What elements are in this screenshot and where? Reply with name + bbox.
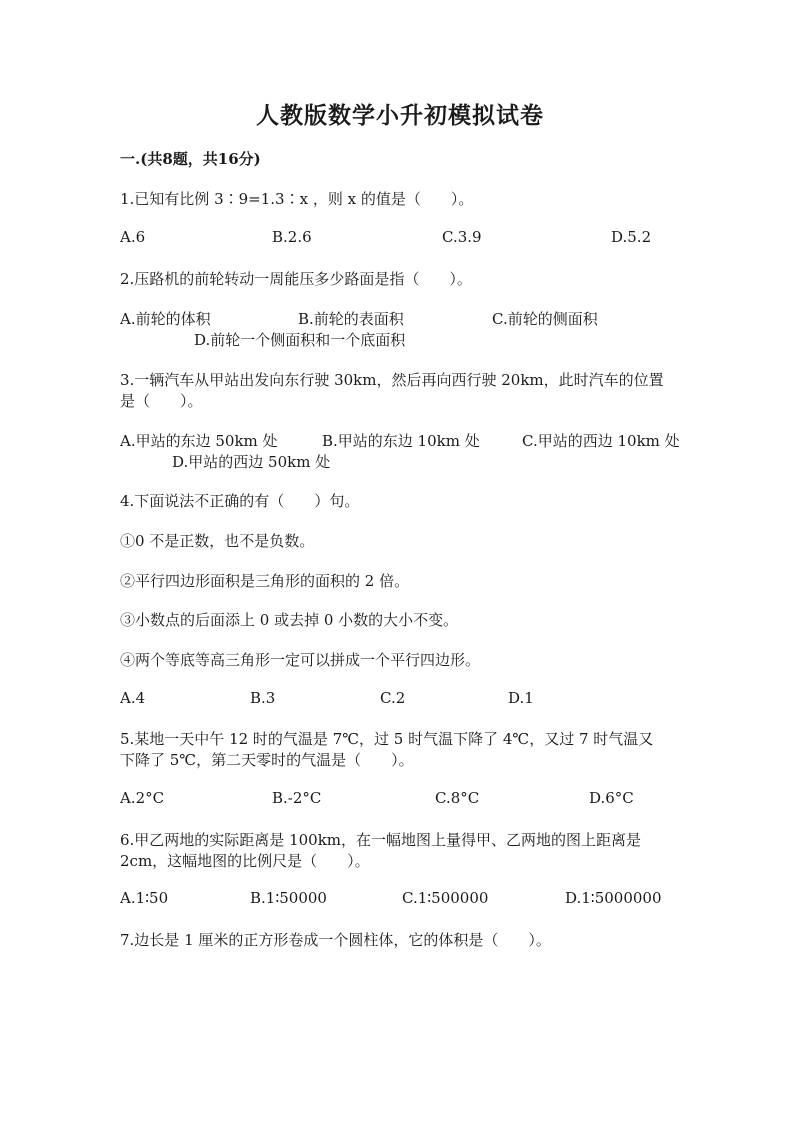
question-4-option-a: A.4 bbox=[120, 689, 146, 707]
question-4-statement-4: ④两个等底等高三角形一定可以拼成一个平行四边形。 bbox=[120, 651, 481, 669]
question-1-option-c: C.3.9 bbox=[442, 228, 482, 246]
question-3-option-c: C.甲站的西边 10km 处 bbox=[522, 432, 680, 450]
question-3-option-b: B.甲站的东边 10km 处 bbox=[322, 432, 480, 450]
question-4-option-b: B.3 bbox=[250, 689, 276, 707]
question-6-text-line1: 6.甲乙两地的实际距离是 100km，在一幅地图上量得甲、乙两地的图上距离是 bbox=[120, 831, 642, 849]
question-6-option-b: B.1∶50000 bbox=[250, 889, 327, 907]
question-4-statement-2: ②平行四边形面积是三角形的面积的 2 倍。 bbox=[120, 572, 410, 590]
question-4-option-d: D.1 bbox=[508, 689, 534, 707]
question-1-option-d: D.5.2 bbox=[611, 228, 652, 246]
question-6-option-a: A.1∶50 bbox=[120, 889, 169, 907]
question-6-option-d: D.1∶5000000 bbox=[565, 889, 662, 907]
question-1-text: 1.已知有比例 3∶9=1.3∶x ，则 x 的值是（ ）。 bbox=[120, 190, 474, 208]
question-5-option-c: C.8°C bbox=[435, 789, 480, 807]
question-6-text-line2: 2cm，这幅地图的比例尺是（ ）。 bbox=[120, 852, 370, 870]
question-5-text-line2: 下降了 5℃，第二天零时的气温是（ ）。 bbox=[120, 751, 414, 769]
question-2-option-a: A.前轮的体积 bbox=[120, 310, 211, 328]
question-2-option-c: C.前轮的侧面积 bbox=[492, 310, 598, 328]
question-5-option-d: D.6°C bbox=[589, 789, 634, 807]
question-2-option-d: D.前轮一个侧面积和一个底面积 bbox=[194, 331, 406, 349]
question-6-option-c: C.1∶500000 bbox=[402, 889, 489, 907]
page-title: 人教版数学小升初模拟试卷 bbox=[256, 102, 544, 129]
section-heading: 一.(共8题，共16分) bbox=[120, 150, 261, 168]
question-5-option-b: B.-2°C bbox=[272, 789, 322, 807]
question-4-statement-3: ③小数点的后面添上 0 或去掉 0 小数的大小不变。 bbox=[120, 611, 459, 629]
question-3-text-line2: 是（ ）。 bbox=[120, 392, 203, 410]
question-3-option-d: D.甲站的西边 50km 处 bbox=[172, 453, 331, 471]
question-3-option-a: A.甲站的东边 50km 处 bbox=[120, 432, 278, 450]
question-2-option-b: B.前轮的表面积 bbox=[298, 310, 404, 328]
question-1-option-b: B.2.6 bbox=[272, 228, 312, 246]
question-7-text: 7.边长是 1 厘米的正方形卷成一个圆柱体，它的体积是（ ）。 bbox=[120, 931, 551, 949]
question-2-text: 2.压路机的前轮转动一周能压多少路面是指（ ）。 bbox=[120, 270, 472, 288]
question-1-option-a: A.6 bbox=[120, 228, 146, 246]
question-5-option-a: A.2°C bbox=[120, 789, 165, 807]
question-4-statement-1: ①0 不是正数，也不是负数。 bbox=[120, 532, 315, 550]
question-5-text-line1: 5.某地一天中午 12 时的气温是 7℃，过 5 时气温下降了 4℃，又过 7 时气温又 bbox=[120, 730, 654, 748]
question-4-option-c: C.2 bbox=[380, 689, 406, 707]
question-3-text-line1: 3.一辆汽车从甲站出发向东行驶 30km，然后再向西行驶 20km，此时汽车的位置 bbox=[120, 371, 664, 389]
question-4-text: 4.下面说法不正确的有（ ）句。 bbox=[120, 492, 360, 510]
